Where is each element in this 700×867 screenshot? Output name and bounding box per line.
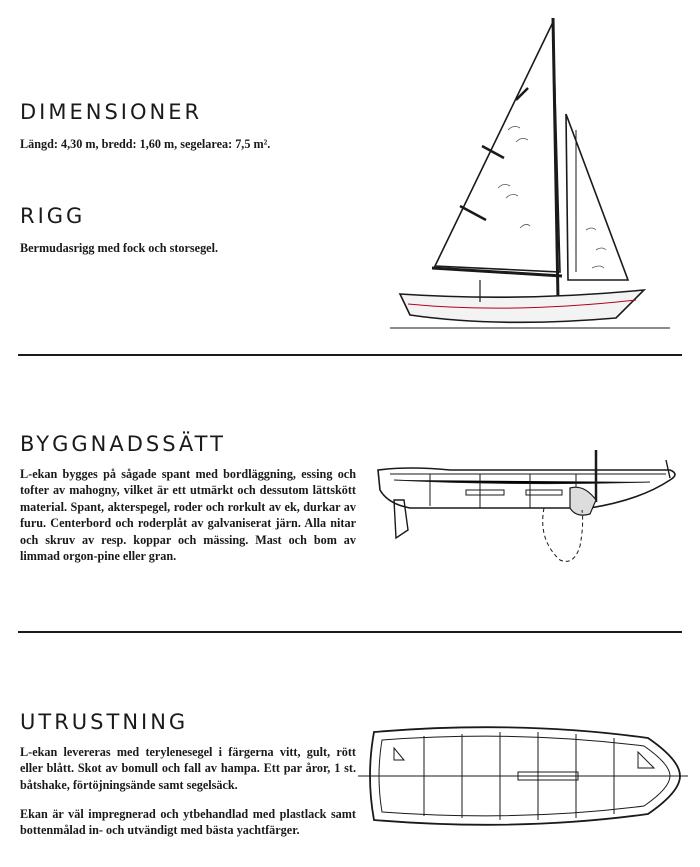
sailboat-side-icon	[380, 10, 680, 330]
hull-profile-icon	[370, 440, 688, 600]
heading-utrustning: UTRUSTNING	[20, 710, 189, 734]
byggnadssatt-text: L-ekan bygges på sågade spant med bordläggning, essing och tofter av mahogny, vilket är ett utmärkt och dessutom lättskött material. Spant, akterspegel, roder och rorkult av ek, durkar av furu. Centerbord och roderplåt av galvaniserat järn. Alla nitar och skruv av resp. koppar och mässing. Mast och bom av limmad orgon-pine eller gran.	[20, 467, 356, 564]
utrustning-text-2: Ekan är väl impregnerad och ytbehandlad med plastlack samt bottenmålad in- och utvändigt med bästa yachtfärger.	[20, 807, 356, 838]
divider-2	[18, 631, 682, 633]
divider-1	[18, 354, 682, 356]
heading-dimensioner: DIMENSIONER	[20, 100, 203, 124]
rigg-text: Bermudasrigg med fock och storsegel.	[20, 241, 219, 255]
heading-rigg: RIGG	[20, 204, 86, 228]
utrustning-text-1: L-ekan levereras med terylenesegel i färgerna vitt, gult, rött eller blått. Skot av bomull och fall av hampa. Ett par åror, 1 st. båtshake, förtöjningsände samt segelsäck.	[20, 745, 356, 792]
heading-byggnadssatt: BYGGNADSSÄTT	[20, 432, 226, 456]
dimensioner-text: Längd: 4,30 m, bredd: 1,60 m, segelarea: 7,5 m².	[20, 137, 271, 151]
hull-plan-icon	[358, 708, 690, 848]
